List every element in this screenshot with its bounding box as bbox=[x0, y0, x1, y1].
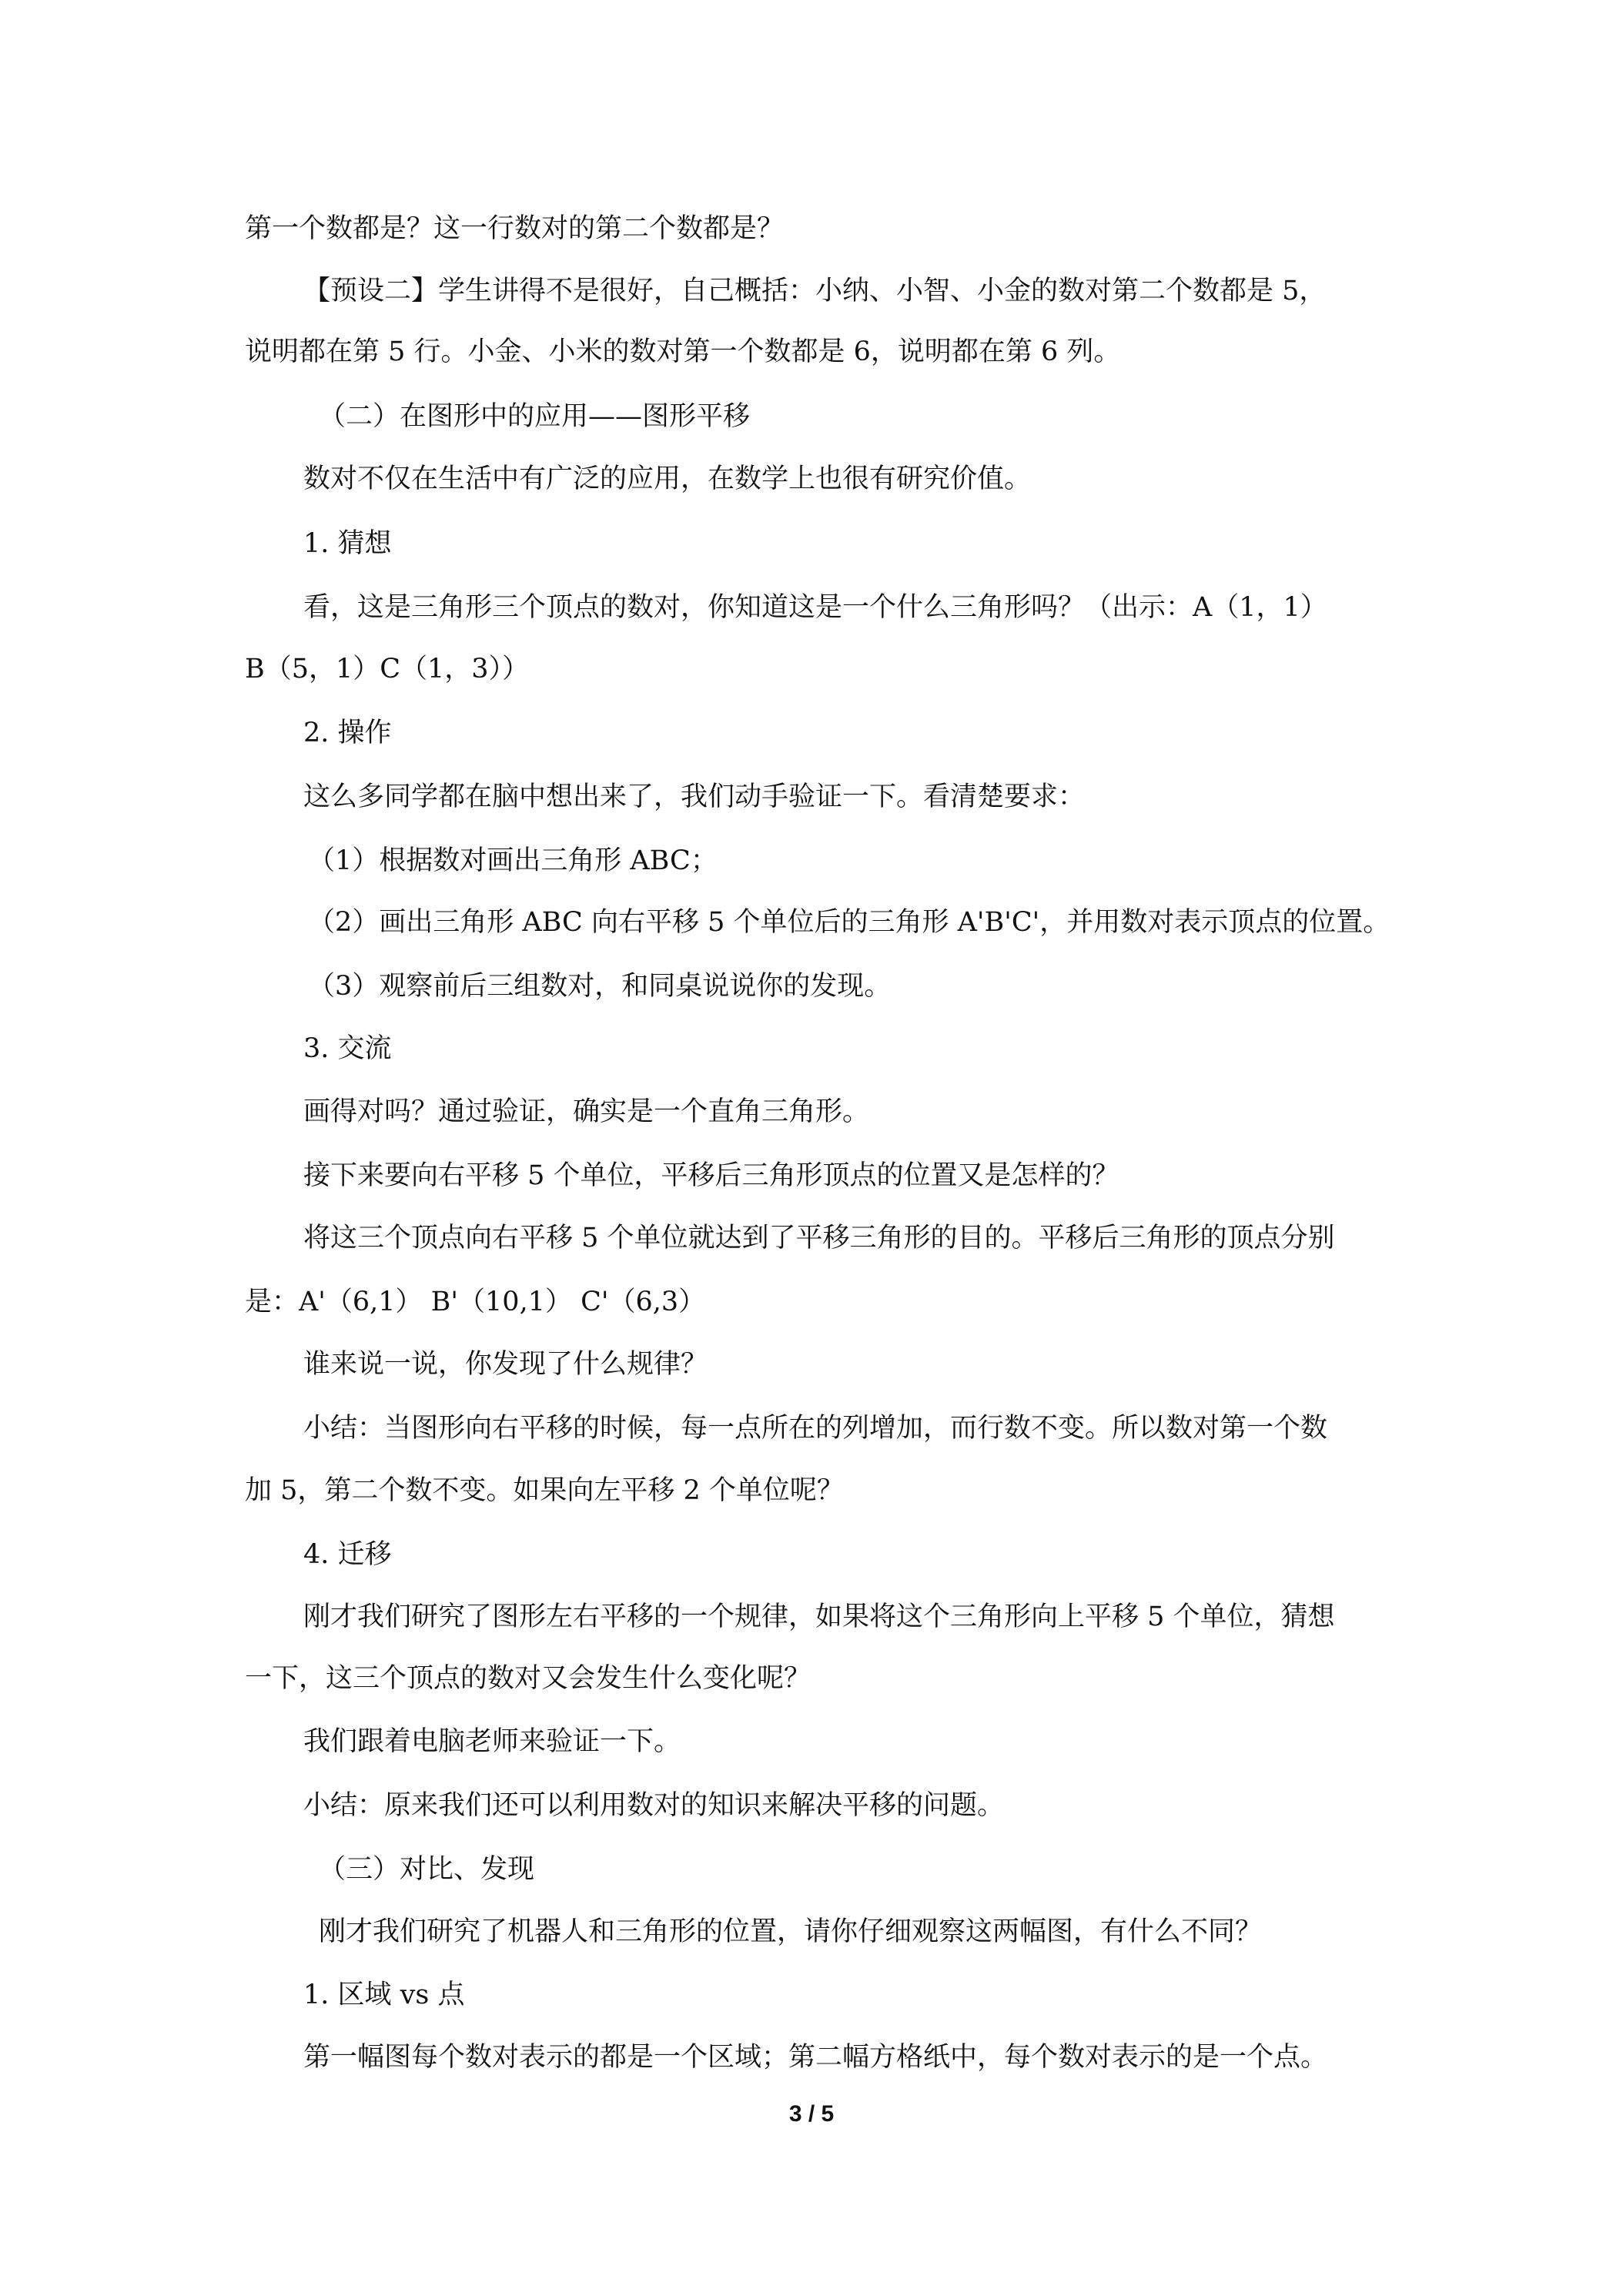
text-line: 我们跟着电脑老师来验证一下。 bbox=[303, 1726, 681, 1757]
list-item: （1）根据数对画出三角形 ABC； bbox=[308, 845, 718, 876]
step-heading: 4. 迁移 bbox=[303, 1539, 392, 1570]
text-line: 看，这是三角形三个顶点的数对，你知道这是一个什么三角形吗？（出示：A（1，1） bbox=[303, 592, 1327, 623]
text-line: 这么多同学都在脑中想出来了，我们动手验证一下。看清楚要求： bbox=[303, 782, 1086, 812]
text-line: B（5，1）C（1，3）） bbox=[245, 654, 530, 684]
text-line: 谁来说一说，你发现了什么规律？ bbox=[303, 1349, 708, 1380]
text-line: 刚才我们研究了机器人和三角形的位置，请你仔细观察这两幅图，有什么不同？ bbox=[319, 1916, 1263, 1947]
step-heading: 1. 区域 vs 点 bbox=[303, 1980, 465, 2010]
section-heading: （二）在图形中的应用——图形平移 bbox=[319, 401, 751, 432]
step-heading: 3. 交流 bbox=[303, 1033, 392, 1064]
list-item: （2）画出三角形 ABC 向右平移 5 个单位后的三角形 A'B'C'，并用数对表示顶点的位置。 bbox=[308, 907, 1390, 938]
text-line: 说明都在第 5 行。小金、小米的数对第一个数都是 6，说明都在第 6 列。 bbox=[245, 336, 1121, 367]
section-heading: （三）对比、发现 bbox=[319, 1854, 535, 1885]
text-line: 数对不仅在生活中有广泛的应用，在数学上也很有研究价值。 bbox=[303, 464, 1032, 494]
text-line: 小结：原来我们还可以利用数对的知识来解决平移的问题。 bbox=[303, 1790, 1005, 1821]
text-line: 将这三个顶点向右平移 5 个单位就达到了平移三角形的目的。平移后三角形的顶点分别 bbox=[303, 1223, 1335, 1253]
step-heading: 1. 猜想 bbox=[303, 528, 392, 559]
text-line: 加 5，第二个数不变。如果向左平移 2 个单位呢？ bbox=[245, 1475, 844, 1506]
text-line: 一下，这三个顶点的数对又会发生什么变化呢？ bbox=[245, 1663, 812, 1694]
list-item: （3）观察前后三组数对，和同桌说说你的发现。 bbox=[308, 971, 892, 1002]
text-line: 刚才我们研究了图形左右平移的一个规律，如果将这个三角形向上平移 5 个单位，猜想 bbox=[303, 1602, 1335, 1632]
text-line: 画得对吗？通过验证，确实是一个直角三角形。 bbox=[303, 1096, 870, 1127]
text-line: 【预设二】学生讲得不是很好，自己概括：小纳、小智、小金的数对第二个数都是 5， bbox=[303, 276, 1327, 306]
text-line: 接下来要向右平移 5 个单位，平移后三角形顶点的位置又是怎样的？ bbox=[303, 1160, 1119, 1191]
page-number: 3 / 5 bbox=[788, 2101, 835, 2127]
text-line: 小结：当图形向右平移的时候，每一点所在的列增加，而行数不变。所以数对第一个数 bbox=[303, 1413, 1328, 1444]
text-line: 第一幅图每个数对表示的都是一个区域；第二幅方格纸中，每个数对表示的是一个点。 bbox=[303, 2042, 1328, 2073]
text-line: 是：A'（6,1） B'（10,1） C'（6,3） bbox=[245, 1287, 706, 1317]
step-heading: 2. 操作 bbox=[303, 718, 392, 748]
text-line: 第一个数都是？这一行数对的第二个数都是？ bbox=[245, 213, 785, 244]
